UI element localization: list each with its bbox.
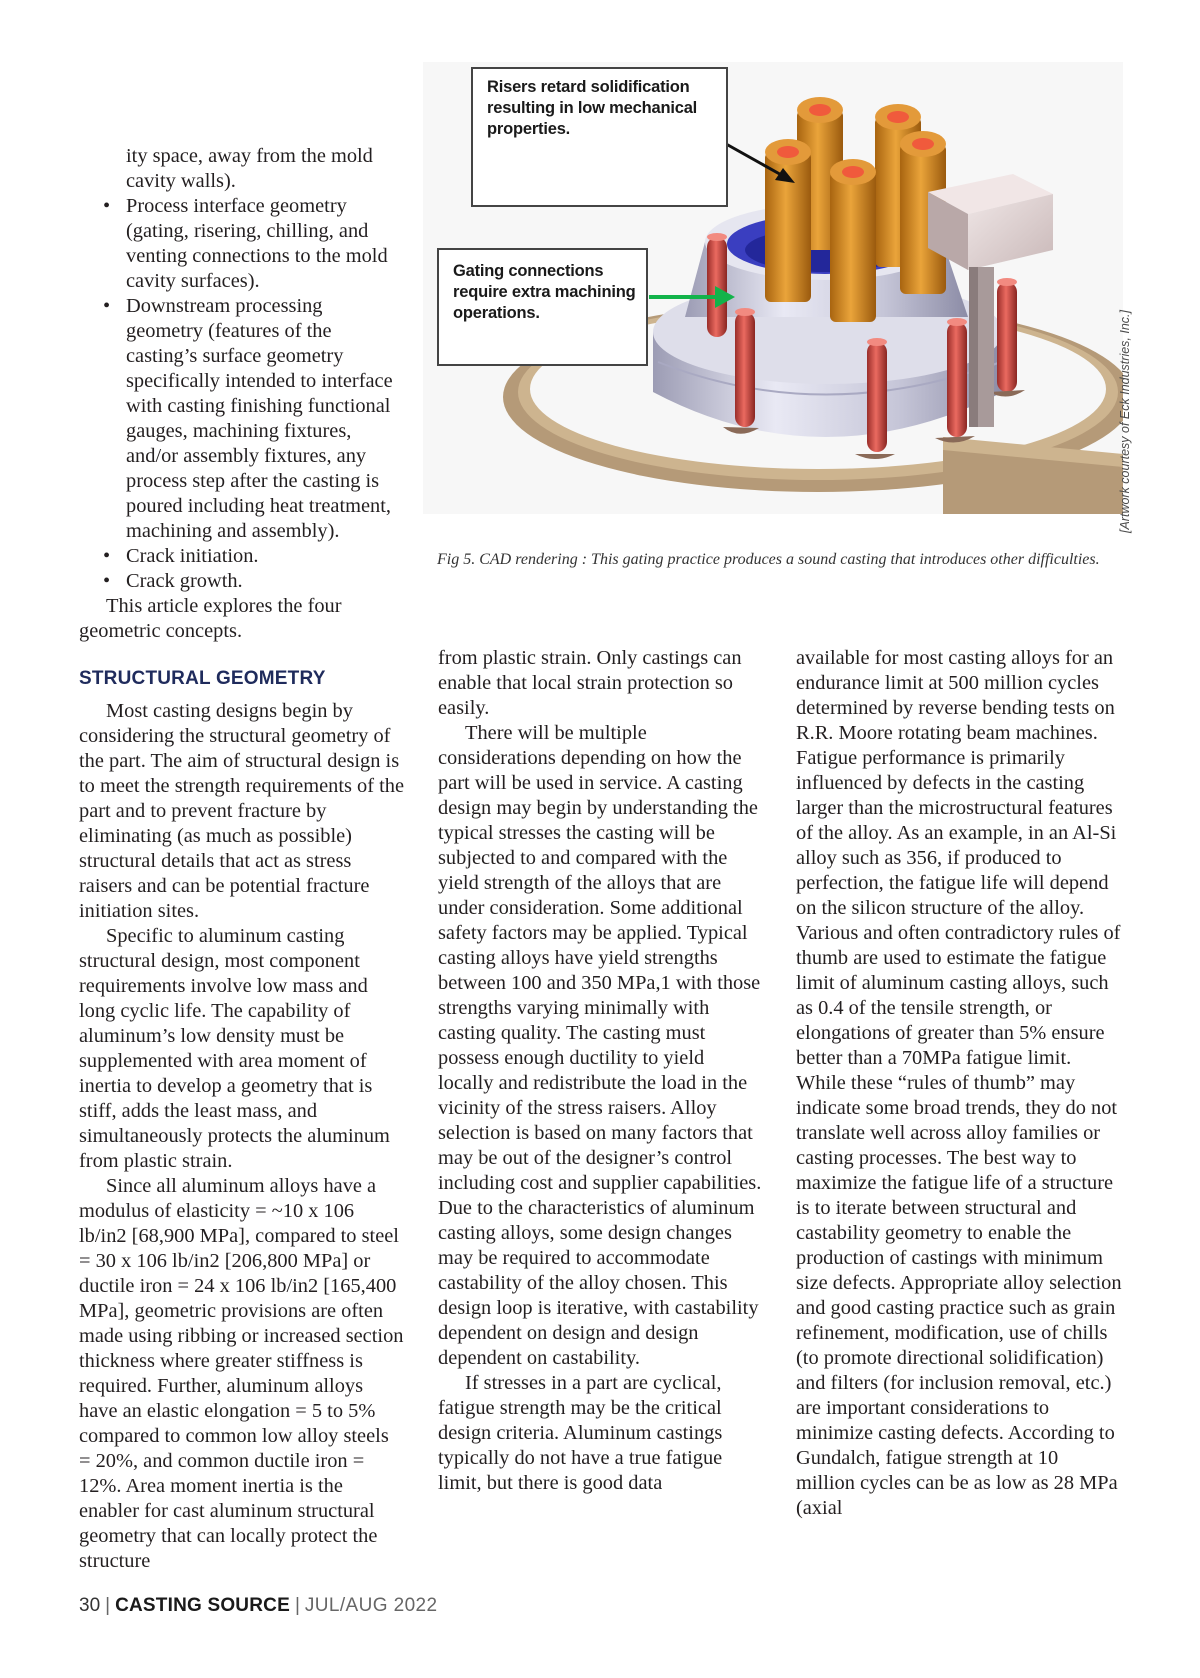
list-item [79, 194, 404, 294]
list-item-text: Downstream processing geometry (features of the casting’s surface geometry specifically intended to interface with casting finishing functional gauges, machining fixtures, and/or assembly fixtures, any process step after the casting is poured including heat treatment, machining and assembly). [126, 295, 393, 542]
bullet-icon: • [103, 570, 111, 592]
list-item [79, 569, 404, 594]
column-2 [438, 646, 764, 1496]
bullet-list [79, 144, 404, 594]
body-paragraph: Most casting designs begin by considering the structural geometry of the part. The aim of structural design is to meet the strength requirements of the part and to prevent fracture by eliminating (as much as possible) structural details that act as stress raisers and can be potential fracture initiation sites. [79, 700, 405, 922]
page-footer [79, 1595, 437, 1617]
section-heading: STRUCTURAL GEOMETRY [79, 668, 326, 689]
body-paragraph-continuation: from plastic strain. Only castings can enable that local strain protection so easily. [438, 647, 742, 719]
list-item-text: Crack initiation. [126, 545, 259, 567]
body-paragraph: There will be multiple considerations depending on how the part will be used in service. A casting design may begin by understanding the typical stresses the casting will be subjected to and compared with the yield strength of the alloys that are under consideration. Some additional safety factors may be applied. Typical casting alloys have yield strengths between 100 and 350 MPa,1 with those strengths varying minimally with casting quality. The casting must possess enough ductility to yield locally and redistribute the load in the vicinity of the stress raisers. Alloy selection is based on many factors that may be out of the designer’s control including cost and supplier capabilities. Due to the characteristics of aluminum casting alloys, some design changes may be required to accommodate castability of the alloy chosen. This design loop is iterative, with castability dependent on design and design dependent on castability. [438, 722, 762, 1369]
page-number: 30 [79, 1595, 101, 1616]
body-paragraph: Since all aluminum alloys have a modulus of elasticity = ~10 x 106 lb/in2 [68,900 MPa], compared to steel = 30 x 106 lb/in2 [206,800 MPa] or ductile iron = 24 x 106 lb/in2 [165,400 MPa], geometric provisions are often made using ribbing or increased section thickness where greater stiffness is required. Further, aluminum alloys have an elastic elongation = 5 to 5% compared to common low alloy steels = 20%, and common ductile iron = 12%. Area moment inertia is the enabler for cast aluminum structural geometry that can locally protect the structure [79, 1175, 404, 1572]
callout-gating: Gating connections require extra machining operations. [437, 248, 648, 366]
bullet-icon: • [103, 195, 111, 217]
intro-paragraph: This article explores the four geometric concepts. [79, 595, 342, 642]
body-paragraph: Specific to aluminum casting structural design, most component requirements involve low mass and long cyclic life. The capability of aluminum’s low density must be supplemented with area moment of inertia to develop a geometry that is stiff, adds the least mass, and simultaneously protects the aluminum from plastic strain. [79, 925, 390, 1172]
footer-separator: | [105, 1595, 111, 1616]
list-item [79, 544, 404, 569]
list-item-continuation [79, 144, 404, 194]
list-item [79, 294, 404, 544]
list-item-text: ity space, away from the mold cavity walls). [126, 145, 373, 192]
figure-caption: Fig 5. CAD rendering : This gating practice produces a sound casting that introduces other difficulties. [437, 551, 1100, 568]
bullet-icon: • [103, 295, 111, 317]
bullet-icon: • [103, 545, 111, 567]
artwork-credit-text: [Artwork courtesy of Eck Industries, Inc.] [1118, 310, 1132, 533]
list-item-text: Process interface geometry (gating, risering, chilling, and venting connections to the mold cavity surfaces). [126, 195, 388, 292]
list-item-text: Crack growth. [126, 570, 243, 592]
footer-separator: | [294, 1595, 300, 1616]
callout-risers: Risers retard solidification resulting in low mechanical properties. [471, 67, 728, 207]
column-3 [796, 646, 1122, 1521]
body-paragraph-continuation: available for most casting alloys for an endurance limit at 500 million cycles determined by reverse bending tests on R.R. Moore rotating beam machines. Fatigue performance is primarily influenced by defects in the casting larger than the microstructural features of the alloy. As an example, in an Al-Si alloy such as 356, if produced to perfection, the fatigue life will depend on the silicon structure of the alloy. Various and often contradictory rules of thumb are used to estimate the fatigue limit of aluminum casting alloys, such as 0.4 of the tensile strength, or elongations of greater than 5% ensure better than a 70MPa fatigue limit. While these “rules of thumb” may indicate some broad trends, they do not translate well across alloy families or casting processes. The best way to maximize the fatigue life of a structure is to iterate between structural and castability geometry to enable the production of castings with minimum size defects. Appropriate alloy selection and good casting practice such as grain refinement, modification, use of chills (to promote directional solidification) and filters (for inclusion removal, etc.) are important considerations to minimize casting defects. According to Gundalch, fatigue strength at 10 million cycles can be as low as 28 MPa (axial [796, 647, 1122, 1519]
column-1 [79, 144, 404, 1574]
issue-date: JUL/AUG 2022 [304, 1595, 438, 1616]
body-paragraph: If stresses in a part are cyclical, fatigue strength may be the critical design criteria. Aluminum castings typically do not have a true fatigue limit, but there is good data [438, 1372, 723, 1494]
magazine-title: CASTING SOURCE [115, 1595, 290, 1616]
